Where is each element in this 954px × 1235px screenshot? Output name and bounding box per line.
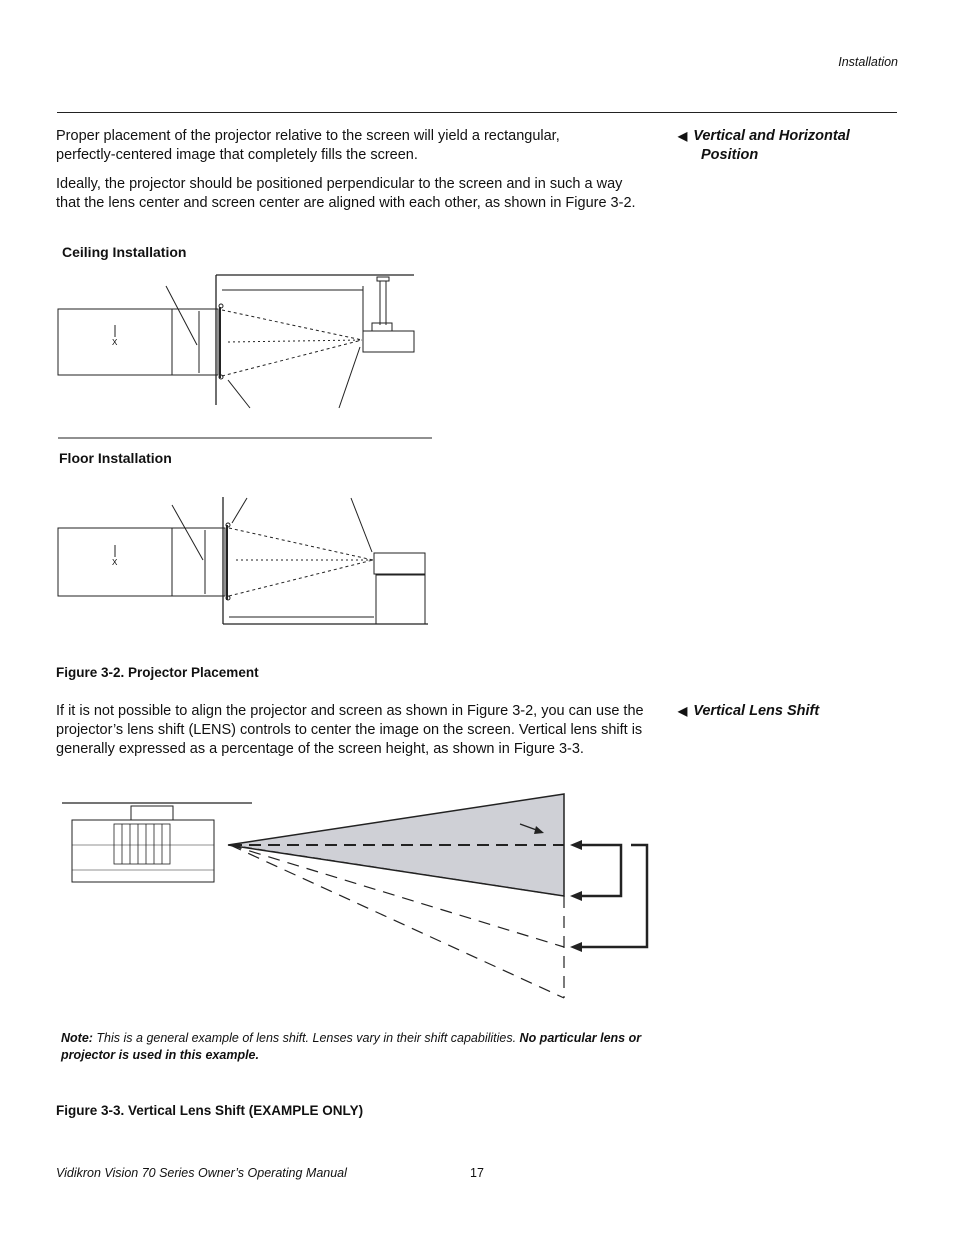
side-heading-line: Vertical and Horizontal [693,128,850,144]
text-line: perfectly-centered image that completely fills the screen. [56,147,418,163]
note-bold: projector is used in this example. [61,1048,259,1062]
text-line: that the lens center and screen center are aligned with each other, as shown in Figure 3-2. [56,195,636,211]
text-line: If it is not possible to align the projector and screen as shown in Figure 3-2, you can use the [56,703,644,719]
text-line: Proper placement of the projector relative to the screen will yield a rectangular, [56,128,560,144]
side-heading-line: Vertical Lens Shift [693,703,820,719]
footer-manual-title: Vidikron Vision 70 Series Owner’s Operating Manual [56,1166,347,1180]
arrow-head-icon [570,840,582,850]
center-marker: X [112,338,118,347]
shift-bracket [576,845,621,896]
side-heading-line: Position [701,147,759,163]
figure-3-2-caption: Figure 3-2. Projector Placement [56,665,259,680]
note-label: Note: [61,1031,93,1045]
projector-body [72,820,214,882]
ceiling-installation-label: Ceiling Installation [62,244,187,260]
arrow-head-icon [570,942,582,952]
text-line: projector’s lens shift (LENS) controls to center the image on the screen. Vertical lens shift is [56,722,643,738]
center-marker: X [112,558,118,567]
text-line: Ideally, the projector should be positioned perpendicular to the screen and in such a way [56,176,623,192]
figure-3-3-caption: Figure 3-3. Vertical Lens Shift (EXAMPLE ONLY) [56,1103,364,1118]
arrow-left-icon: ◀ [678,129,688,143]
ceiling-mount [131,806,173,820]
note-bold: No particular lens or [519,1031,642,1045]
text-line: generally expressed as a percentage of the screen height, as shown in Figure 3-3. [56,741,584,757]
arrow-left-icon: ◀ [678,704,688,718]
note-text: This is a general example of lens shift. Lenses vary in their shift capabilities. [92,1031,520,1045]
page-number: 17 [470,1166,484,1180]
running-header: Installation [838,55,898,69]
figure-note [61,1030,651,1064]
floor-installation-label: Floor Installation [59,450,172,466]
arrow-head-icon [570,891,582,901]
